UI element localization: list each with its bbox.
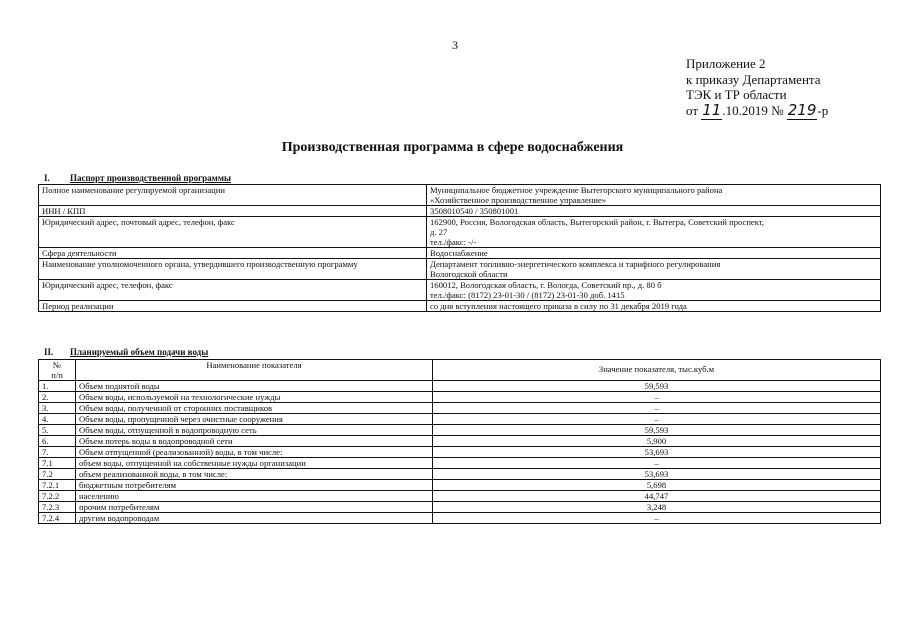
row-value: 59,593 xyxy=(433,381,881,392)
number-suffix: -р xyxy=(817,102,829,118)
header-name: Наименование показателя xyxy=(76,360,433,381)
header-num-line: № xyxy=(52,360,62,370)
row-number: 6. xyxy=(39,436,76,447)
value-line: 162900, Россия, Вологодская область, Вытегорский район, г. Вытегра, Советский проспект, xyxy=(430,217,765,227)
table-row xyxy=(39,301,881,312)
value-line: д. 27 xyxy=(430,227,448,237)
table-row xyxy=(39,217,881,248)
row-value: – xyxy=(433,513,881,524)
section-2-heading xyxy=(44,347,208,357)
passport-table xyxy=(38,184,881,312)
row-name: населению xyxy=(76,491,433,502)
handwritten-order-number: 219 xyxy=(787,100,817,119)
value-line: тел./факс: -/- xyxy=(430,237,477,247)
table-row xyxy=(39,436,881,447)
value-line: со дня вступления настоящего приказа в силу по 31 декабря 2019 года xyxy=(430,301,687,311)
passport-label: Юридический адрес, телефон, факс xyxy=(39,280,427,301)
row-number: 1. xyxy=(39,381,76,392)
row-value: 3,248 xyxy=(433,502,881,513)
page-number: 3 xyxy=(452,38,458,52)
passport-value xyxy=(427,248,881,259)
passport-value xyxy=(427,301,881,312)
row-value: 53,693 xyxy=(433,447,881,458)
row-name: бюджетным потребителям xyxy=(76,480,433,491)
passport-value xyxy=(427,206,881,217)
row-value: 59,593 xyxy=(433,425,881,436)
row-number: 2. xyxy=(39,392,76,403)
table-row xyxy=(39,414,881,425)
section-2-number: II. xyxy=(44,347,54,357)
passport-label: Наименование уполномоченного органа, утвердившего производственную программу xyxy=(39,259,427,280)
table-row xyxy=(39,491,881,502)
value-line: 3508010540 / 350801001 xyxy=(430,206,519,216)
row-number: 7.2 xyxy=(39,469,76,480)
value-line: 160012, Вологодская область, г. Вологда, Советский пр., д. 80 б xyxy=(430,280,662,290)
handwritten-day: 11 xyxy=(702,100,722,119)
table-header-row xyxy=(39,360,881,381)
row-number: 3. xyxy=(39,403,76,414)
value-line: Вологодской области xyxy=(430,269,508,279)
row-number: 7.2.4 xyxy=(39,513,76,524)
water-volume-table xyxy=(38,359,881,524)
row-name: другим водопроводам xyxy=(76,513,433,524)
header-num xyxy=(39,360,76,381)
passport-value xyxy=(427,217,881,248)
row-name: Объем воды, используемой на технологические нужды xyxy=(76,392,433,403)
row-value: – xyxy=(433,403,881,414)
table-row xyxy=(39,392,881,403)
row-name: объем воды, отпущенной на собственные нужды организации xyxy=(76,458,433,469)
document-title: Производственная программа в сфере водоснабжения xyxy=(281,140,624,155)
table-row xyxy=(39,447,881,458)
appendix-line-1: Приложение 2 xyxy=(686,56,766,71)
passport-value xyxy=(427,185,881,206)
passport-label: Полное наименование регулируемой организации xyxy=(39,185,427,206)
table-row xyxy=(39,206,881,217)
row-name: объем реализованной воды, в том числе: xyxy=(76,469,433,480)
value-line: Департамент топливно-энергетического комплекса и тарифного регулирования xyxy=(430,259,721,269)
table-row xyxy=(39,280,881,301)
row-name: Объем воды, отпущенной в водопроводную сеть xyxy=(76,425,433,436)
table-row xyxy=(39,403,881,414)
row-value: – xyxy=(433,392,881,403)
row-number: 7.1 xyxy=(39,458,76,469)
table-row xyxy=(39,513,881,524)
table-row xyxy=(39,185,881,206)
row-value: 5,698 xyxy=(433,480,881,491)
section-1-heading xyxy=(44,173,231,183)
appendix-line-2: к приказу Департамента xyxy=(686,71,821,87)
table-row xyxy=(39,248,881,259)
row-name: прочим потребителям xyxy=(76,502,433,513)
row-name: Объем потерь воды в водопроводной сети xyxy=(76,436,433,447)
table-row xyxy=(39,381,881,392)
passport-label: Сфера деятельности xyxy=(39,248,427,259)
row-number: 7.2.3 xyxy=(39,502,76,513)
table-row xyxy=(39,458,881,469)
row-name: Объем воды, пропущенной через очистные сооружения xyxy=(76,414,433,425)
date-prefix: от xyxy=(686,102,699,118)
row-number: 7.2.2 xyxy=(39,491,76,502)
section-1-number: I. xyxy=(44,173,50,183)
appendix-date-line xyxy=(686,100,829,119)
table-row xyxy=(39,502,881,513)
row-value: – xyxy=(433,458,881,469)
row-number: 7.2.1 xyxy=(39,480,76,491)
date-rest: .10.2019 № xyxy=(722,102,784,118)
row-number: 7. xyxy=(39,447,76,458)
section-2-title: Планируемый объем подачи воды xyxy=(70,347,209,357)
value-line: тел./факс: (8172) 23-01-30 / (8172) 23-01-30 доб. 1415 xyxy=(430,290,625,300)
row-value: – xyxy=(433,414,881,425)
row-number: 5. xyxy=(39,425,76,436)
table-row xyxy=(39,480,881,491)
header-num-line: п/п xyxy=(51,370,63,380)
header-value: Значение показателя, тыс.куб.м xyxy=(433,360,881,381)
value-line: Водоснабжение xyxy=(430,248,488,258)
row-number: 4. xyxy=(39,414,76,425)
value-line: Муниципальное бюджетное учреждение Вытегорского муниципального района xyxy=(430,185,723,195)
passport-label: Юридический адрес, почтовый адрес, телефон, факс xyxy=(39,217,427,248)
table-row xyxy=(39,469,881,480)
table-row xyxy=(39,425,881,436)
row-name: Объем воды, полученной от сторонних поставщиков xyxy=(76,403,433,414)
passport-label: ИНН / КПП xyxy=(39,206,427,217)
appendix-line-3: ТЭК и ТР области xyxy=(686,87,787,102)
appendix-header xyxy=(686,56,828,118)
value-line: «Хозяйственное производственное управление» xyxy=(430,195,607,205)
row-value: 5,900 xyxy=(433,436,881,447)
row-name: Объем отпущенной (реализованной) воды, в том числе: xyxy=(76,447,433,458)
passport-value xyxy=(427,280,881,301)
water-volume-body xyxy=(39,381,881,524)
row-name: Объем поднятой воды xyxy=(76,381,433,392)
row-value: 44,747 xyxy=(433,491,881,502)
table-row xyxy=(39,259,881,280)
section-1-title: Паспорт производственной программы xyxy=(70,173,231,183)
passport-label: Период реализации xyxy=(39,301,427,312)
row-value: 53,693 xyxy=(433,469,881,480)
passport-value xyxy=(427,259,881,280)
